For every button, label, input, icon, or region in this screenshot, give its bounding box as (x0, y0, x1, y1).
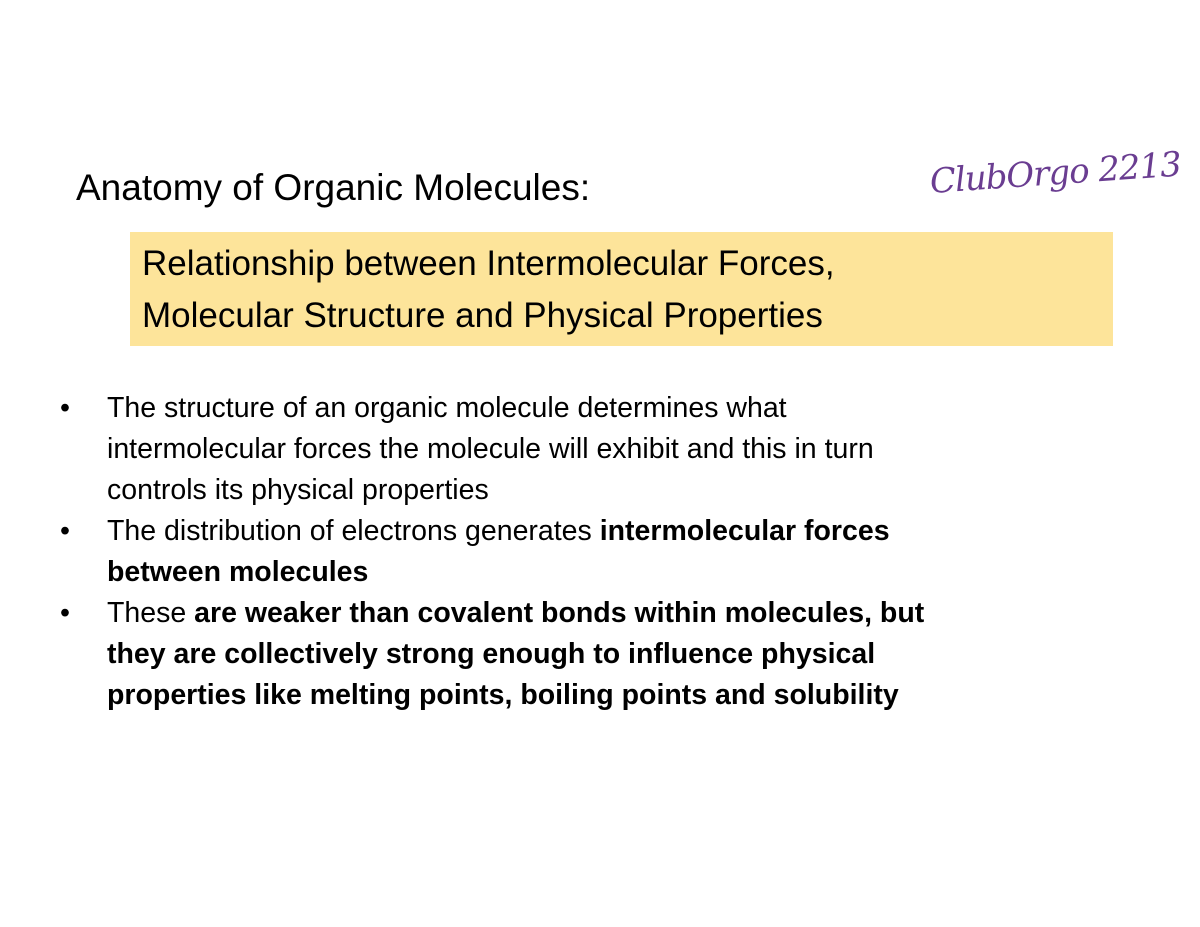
bullet-text-line (107, 593, 1140, 634)
brand-logo: ClubOrgo 2213 (928, 144, 1183, 202)
bullet-text-bold: between molecules (107, 556, 369, 588)
bullet-text-line: The structure of an organic molecule determines what (107, 392, 787, 424)
bullet-text-bold: they are collectively strong enough to influence physical (107, 638, 876, 670)
bullet-text-plain: The distribution of electrons generates (107, 515, 600, 547)
subtitle-box (130, 232, 1113, 346)
bullet-text-plain: These (107, 597, 195, 629)
subtitle-line-2: Molecular Structure and Physical Properties (142, 296, 823, 335)
bullet-item (60, 388, 1140, 511)
bullet-text-line: intermolecular forces the molecule will exhibit and this in turn (107, 433, 874, 465)
bullet-item (60, 593, 1140, 716)
bullet-marker: • (60, 597, 70, 629)
bullet-text-line: controls its physical properties (107, 474, 489, 506)
bullet-marker: • (60, 392, 70, 424)
bullet-text-bold: intermolecular forces (599, 515, 890, 547)
bullet-list (60, 388, 1140, 716)
bullet-marker: • (60, 515, 70, 547)
subtitle-line-1: Relationship between Intermolecular Forces, (142, 244, 835, 283)
bullet-text-line (107, 511, 1140, 552)
bullet-text-bold: properties like melting points, boiling points and solubility (107, 679, 899, 711)
bullet-text-bold: are weaker than covalent bonds within molecules, but (194, 597, 925, 629)
bullet-item (60, 511, 1140, 593)
slide-title: Anatomy of Organic Molecules: (76, 167, 591, 208)
